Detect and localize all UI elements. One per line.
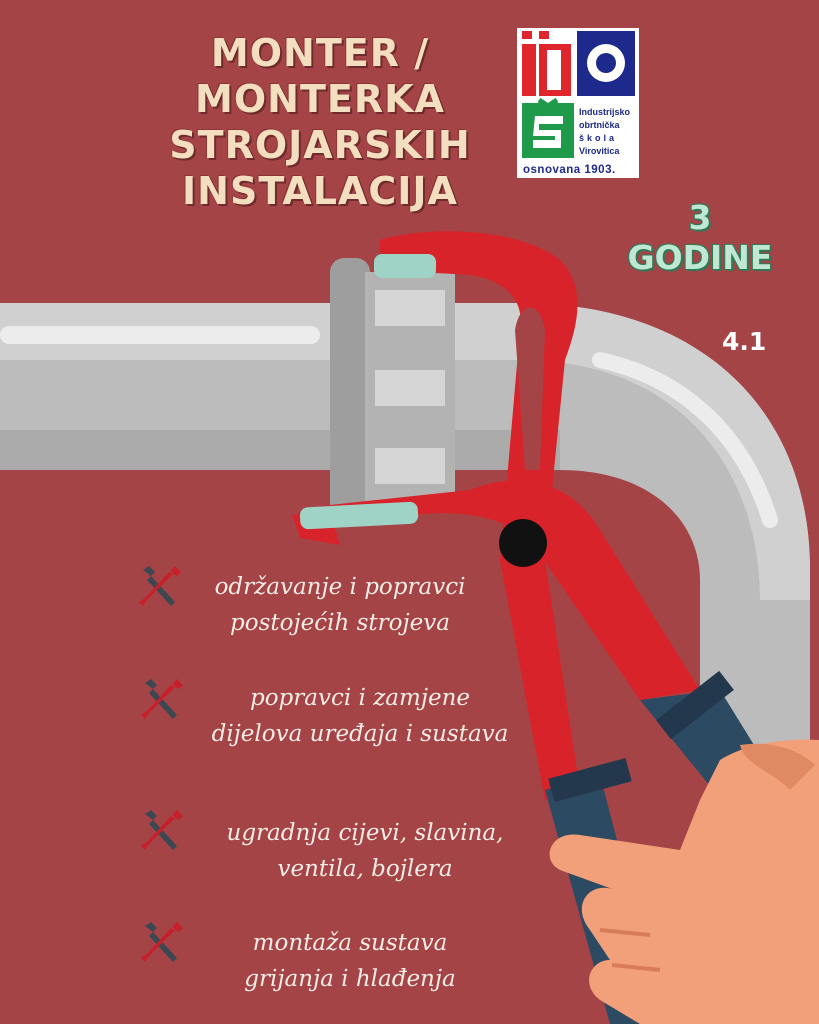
list-item-text: popravci i zamjene <box>249 685 471 711</box>
school-logo <box>517 28 639 178</box>
title-line: MONTER / <box>210 31 430 75</box>
list-item-text: održavanje i popravci <box>214 574 466 600</box>
wrench-screwdriver-icon <box>137 675 187 725</box>
list-item-text: montaža sustava <box>252 930 448 956</box>
duration-label: GODINE <box>627 238 773 277</box>
list-item-text: grijanja i hlađenja <box>244 966 456 992</box>
logo-text-line: obrtnička <box>579 120 620 130</box>
logo-text-line: Industrijsko <box>579 107 631 117</box>
title-line: MONTERKA <box>195 77 445 121</box>
title-line: STROJARSKIH <box>169 123 471 167</box>
list-item-text: ventila, bojlera <box>277 856 453 882</box>
logo-founded: osnovana 1903. <box>523 164 616 176</box>
logo-text-line: Virovitica <box>579 146 620 156</box>
wrench-screwdriver-icon <box>137 918 187 968</box>
title-line: INSTALACIJA <box>182 169 458 213</box>
wrench-screwdriver-icon <box>137 806 187 856</box>
page-title <box>120 30 520 214</box>
duration-number: 3 <box>688 198 712 237</box>
list-item-text: dijelova uređaja i sustava <box>211 721 509 747</box>
program-code: 4.1 <box>722 327 767 356</box>
logo-text-line: škola <box>579 133 618 143</box>
list-item-text: postojećih strojeva <box>230 610 450 636</box>
wrench-screwdriver-icon <box>135 562 185 612</box>
list-item-text: ugradnja cijevi, slavina, <box>226 820 504 846</box>
school-logo-mark <box>517 28 639 178</box>
duration-badge <box>600 198 800 278</box>
